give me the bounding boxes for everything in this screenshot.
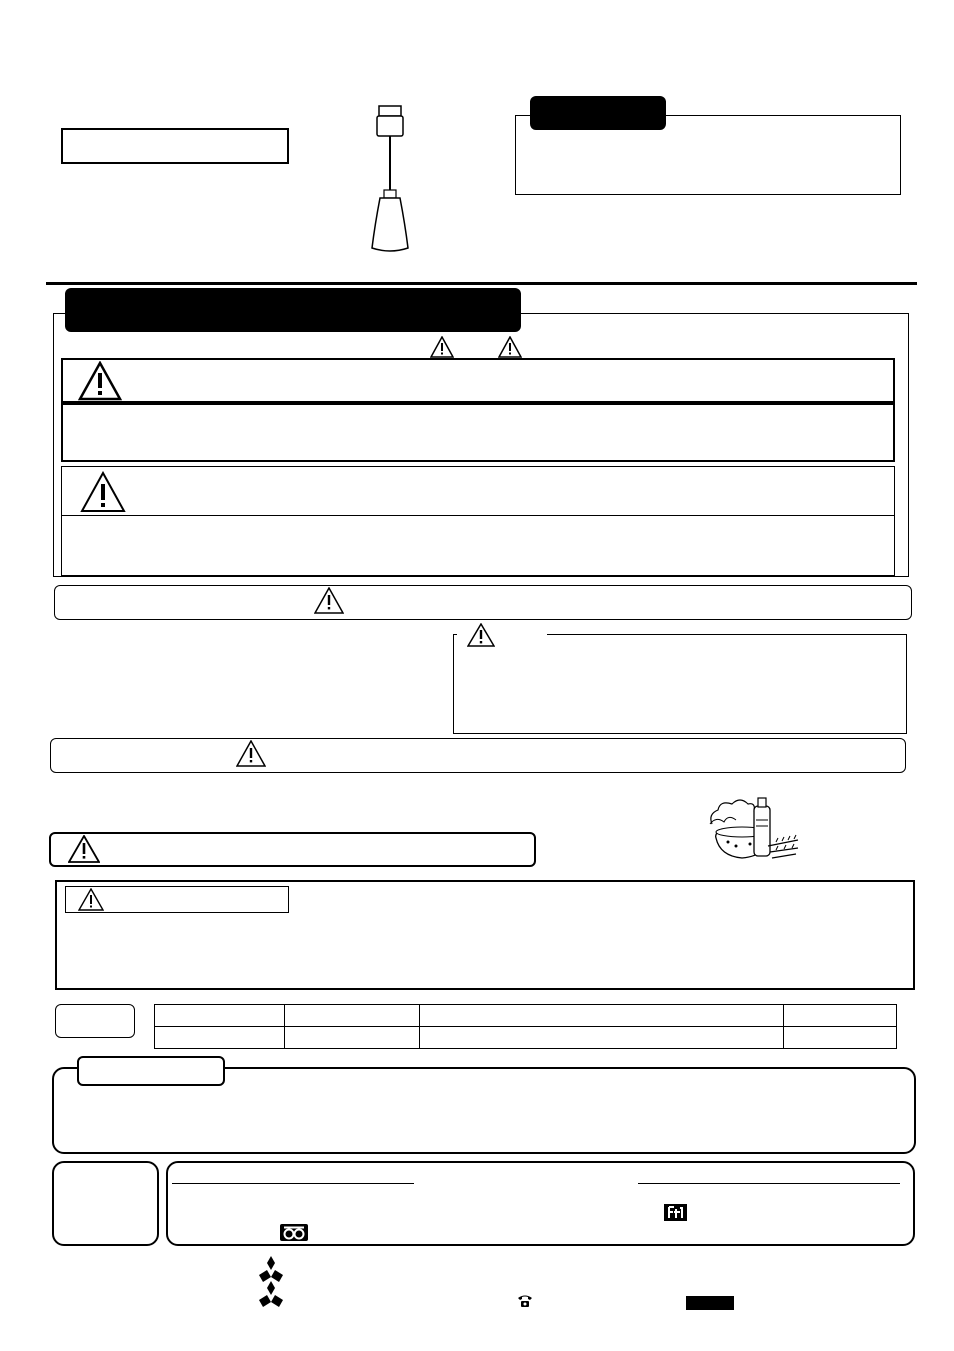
warning-triangle-icon [498, 336, 522, 358]
section-divider [46, 282, 917, 285]
table-cell [420, 1027, 784, 1049]
table-row [155, 1027, 897, 1049]
maintenance-heading-bar [49, 832, 536, 867]
table-row [155, 1005, 897, 1027]
warning-triangle-icon [78, 888, 104, 911]
notice-box-tab [530, 96, 666, 130]
table-cell [155, 1005, 285, 1027]
table-cell [155, 1027, 285, 1049]
model-name-box [61, 128, 289, 164]
warning-triangle-icon [236, 740, 266, 767]
contact-info-box [166, 1161, 915, 1246]
warning-triangle-icon [68, 835, 100, 863]
mitsubishi-logo-icon [257, 1281, 285, 1307]
contact-divider-right [638, 1183, 900, 1184]
black-label-block [686, 1296, 734, 1310]
table-cell [285, 1005, 420, 1027]
warning-triangle-icon [430, 336, 454, 358]
contact-label-box [52, 1161, 159, 1246]
warning-triangle-icon [80, 471, 126, 513]
table-cell [420, 1005, 784, 1027]
warning-triangle-icon [467, 623, 495, 647]
usage-heading-bar [50, 738, 906, 773]
caution-body-box [61, 515, 895, 576]
table-cell [784, 1005, 897, 1027]
installation-heading-bar [54, 585, 912, 620]
spec-table [154, 1004, 897, 1049]
warning-triangle-icon [78, 361, 122, 401]
freedial-icon [280, 1224, 308, 1241]
mitsubishi-logo-icon [257, 1256, 285, 1282]
phone-icon [517, 1293, 533, 1307]
warning-triangle-icon [314, 587, 344, 614]
warning-body-box [61, 403, 895, 462]
table-cell [285, 1027, 420, 1049]
caution-header-box [61, 466, 895, 516]
contact-divider-left [172, 1183, 414, 1184]
pendant-lamp-illustration [362, 104, 418, 256]
fax-icon [664, 1204, 687, 1221]
safety-section-heading-bar [65, 288, 521, 332]
spec-label-box [55, 1004, 135, 1038]
table-cell [784, 1027, 897, 1049]
detergent-illustration [706, 794, 802, 864]
service-info-tab [77, 1056, 225, 1086]
caution-side-box [453, 634, 907, 734]
warning-header-box [61, 358, 895, 403]
